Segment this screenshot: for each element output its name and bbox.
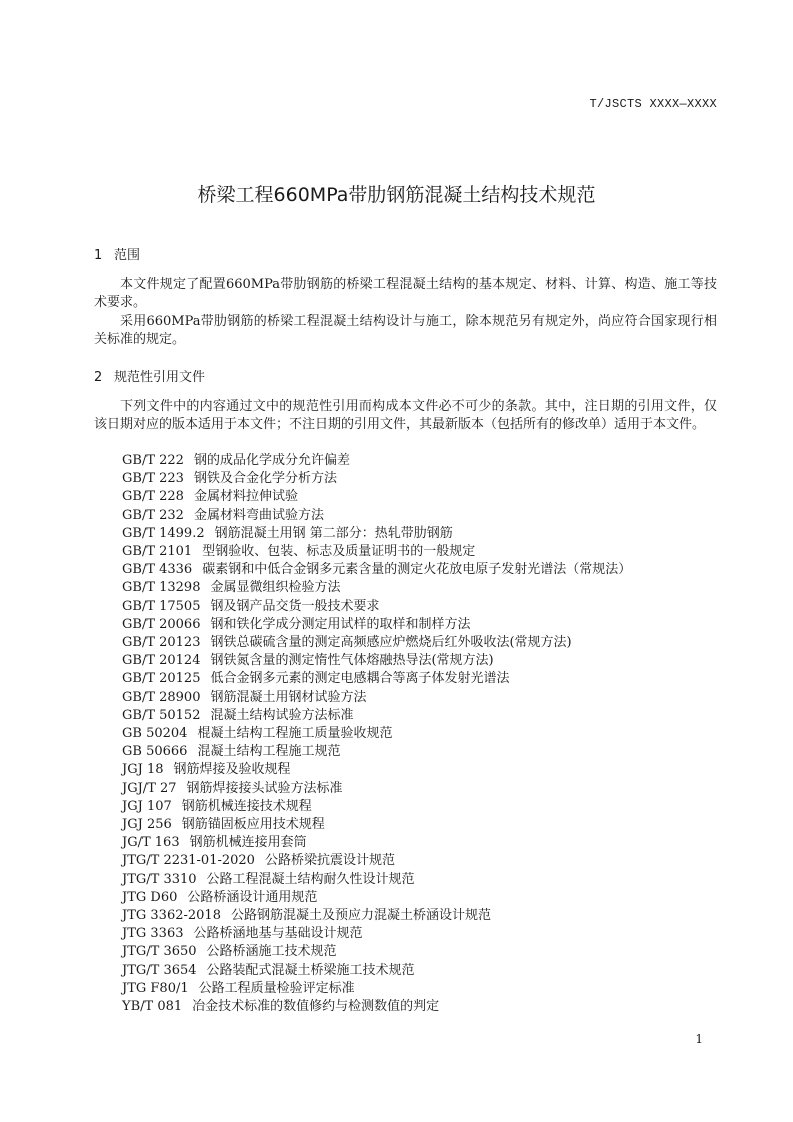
reference-item bbox=[122, 543, 631, 561]
reference-item bbox=[122, 634, 631, 652]
reference-item bbox=[122, 907, 631, 925]
reference-title: 金属材料拉伸试验 bbox=[193, 489, 298, 505]
reference-item bbox=[122, 652, 631, 670]
reference-title: 混凝土结构工程施工规范 bbox=[197, 744, 341, 760]
reference-code: GB/T 20123 bbox=[122, 635, 201, 651]
reference-item bbox=[122, 871, 631, 889]
reference-item bbox=[122, 852, 631, 870]
reference-title: 型钢验收、包装、标志及质量证明书的一般规定 bbox=[202, 544, 476, 560]
reference-item bbox=[122, 925, 631, 943]
reference-item bbox=[122, 834, 631, 852]
reference-code: JTG 3363 bbox=[122, 926, 184, 942]
reference-code: GB 50666 bbox=[122, 744, 188, 760]
reference-item bbox=[122, 889, 631, 907]
reference-code: GB/T 13298 bbox=[122, 580, 201, 596]
section-title: 范围 bbox=[114, 248, 141, 263]
section-number: 1 bbox=[94, 248, 103, 263]
reference-title: 钢的成品化学成分允许偏差 bbox=[193, 453, 350, 468]
reference-title: 低合金钢多元素的测定电感耦合等离子体发射光谱法 bbox=[210, 671, 510, 687]
reference-code: JTG D60 bbox=[122, 889, 178, 905]
reference-item bbox=[122, 525, 631, 543]
reference-item bbox=[122, 943, 631, 961]
reference-item bbox=[122, 761, 631, 779]
reference-title: 钢筋锚固板应用技术规程 bbox=[181, 817, 325, 833]
document-title: 桥梁工程660MPa带肋钢筋混凝土结构技术规范 bbox=[197, 184, 596, 206]
reference-item bbox=[122, 998, 631, 1016]
reference-code: JGJ 107 bbox=[122, 798, 172, 814]
reference-code: GB/T 4336 bbox=[122, 562, 193, 578]
reference-item bbox=[122, 707, 631, 725]
reference-title: 钢筋混凝土用钢材试验方法 bbox=[210, 689, 367, 705]
reference-title: 钢筋焊接及验收规程 bbox=[173, 762, 291, 778]
section-heading-normative-references bbox=[94, 366, 205, 385]
reference-title: 金属显微组织检验方法 bbox=[210, 580, 341, 596]
reference-code: GB/T 17505 bbox=[122, 598, 201, 614]
reference-code: JTG F80/1 bbox=[122, 980, 189, 996]
reference-item bbox=[122, 470, 631, 488]
reference-title: 公路装配式混凝土桥梁施工技术规范 bbox=[206, 962, 415, 978]
reference-code: GB/T 2101 bbox=[122, 544, 193, 560]
reference-code: JGJ 18 bbox=[122, 762, 164, 778]
reference-code: GB/T 222 bbox=[122, 453, 184, 468]
reference-code: GB/T 232 bbox=[122, 507, 184, 523]
reference-title: 钢筋混凝土用钢 第二部分：热轧带肋钢筋 bbox=[214, 525, 453, 541]
reference-code: GB/T 228 bbox=[122, 489, 184, 505]
reference-code: GB/T 1499.2 bbox=[122, 525, 205, 541]
reference-code: GB/T 20125 bbox=[122, 671, 201, 687]
reference-code: JG/T 163 bbox=[122, 835, 180, 851]
reference-item bbox=[122, 598, 631, 616]
section-number: 2 bbox=[94, 370, 103, 385]
reference-code: GB/T 50152 bbox=[122, 707, 201, 723]
reference-code: JGJ 256 bbox=[122, 817, 172, 833]
reference-title: 钢筋机械连接技术规程 bbox=[181, 798, 312, 814]
reference-item bbox=[122, 488, 631, 506]
reference-item bbox=[122, 962, 631, 980]
reference-code: GB 50204 bbox=[122, 726, 188, 742]
reference-title: 公路工程质量检验评定标准 bbox=[198, 980, 355, 996]
reference-title: 钢铁及合金化学分析方法 bbox=[193, 471, 337, 487]
reference-title: 公路桥涵施工技术规范 bbox=[206, 944, 337, 960]
reference-code: JTG/T 2231-01-2020 bbox=[122, 853, 255, 869]
reference-item bbox=[122, 743, 631, 761]
reference-item bbox=[122, 798, 631, 816]
reference-item bbox=[122, 816, 631, 834]
reference-list bbox=[122, 452, 631, 1016]
document-code: T/JSCTS XXXX—XXXX bbox=[589, 97, 717, 111]
reference-title: 公路钢筋混凝土及预应力混凝土桥涵设计规范 bbox=[230, 908, 491, 924]
reference-title: 混凝土结构试验方法标准 bbox=[210, 707, 354, 723]
reference-code: JTG/T 3654 bbox=[122, 962, 197, 978]
reference-code: JTG/T 3310 bbox=[122, 871, 197, 887]
reference-item bbox=[122, 616, 631, 634]
paragraph: 采用660MPa带肋钢筋的桥梁工程混凝土结构设计与施工，除本规范另有规定外，尚应符合国家现行相关标准的规定。 bbox=[94, 314, 717, 347]
reference-item bbox=[122, 980, 631, 998]
reference-item bbox=[122, 689, 631, 707]
reference-title: 公路桥涵地基与基础设计规范 bbox=[193, 926, 363, 942]
reference-item bbox=[122, 507, 631, 525]
reference-item bbox=[122, 725, 631, 743]
reference-title: 冶金技术标准的数值修约与检测数值的判定 bbox=[192, 999, 440, 1015]
reference-title: 钢筋焊接接头试验方法标准 bbox=[186, 780, 343, 796]
reference-title: 金属材料弯曲试验方法 bbox=[193, 507, 324, 523]
reference-code: GB/T 223 bbox=[122, 471, 184, 487]
reference-title: 钢筋机械连接用套筒 bbox=[189, 835, 307, 851]
reference-title: 碳素钢和中低合金钢多元素含量的测定火花放电原子发射光谱法（常规法） bbox=[202, 562, 632, 578]
paragraph: 下列文件中的内容通过文中的规范性引用而构成本文件必不可少的条款。其中，注日期的引用文件，仅该日期对应的版本适用于本文件；不注日期的引用文件，其最新版本（包括所有的修改单）适用于本文件。 bbox=[94, 399, 717, 432]
reference-title: 钢铁总碳硫含量的测定高频感应炉燃烧后红外吸收法(常规方法) bbox=[210, 635, 572, 651]
reference-title: 公路桥涵设计通用规范 bbox=[187, 889, 318, 905]
reference-code: JGJ/T 27 bbox=[122, 780, 177, 796]
reference-item bbox=[122, 561, 631, 579]
reference-code: GB/T 20124 bbox=[122, 653, 201, 669]
reference-title: 钢及钢产品交货一般技术要求 bbox=[210, 598, 380, 614]
reference-code: YB/T 081 bbox=[122, 999, 183, 1015]
reference-item bbox=[122, 579, 631, 597]
reference-code: GB/T 28900 bbox=[122, 689, 201, 705]
reference-title: 公路工程混凝土结构耐久性设计规范 bbox=[206, 871, 415, 887]
reference-item bbox=[122, 452, 631, 470]
paragraph: 本文件规定了配置660MPa带肋钢筋的桥梁工程混凝土结构的基本规定、材料、计算、构造、施工等技术要求。 bbox=[94, 277, 717, 310]
reference-code: GB/T 20066 bbox=[122, 616, 201, 632]
page-number: 1 bbox=[695, 1032, 703, 1046]
reference-code: JTG/T 3650 bbox=[122, 944, 197, 960]
reference-code: JTG 3362-2018 bbox=[122, 908, 221, 924]
reference-item bbox=[122, 670, 631, 688]
reference-title: 棍凝土结构工程施工质量验收规范 bbox=[197, 726, 393, 742]
reference-item bbox=[122, 780, 631, 798]
reference-title: 钢和铁化学成分测定用试样的取样和制样方法 bbox=[210, 616, 471, 632]
section-heading-scope bbox=[94, 244, 140, 263]
reference-title: 钢铁氮含量的测定惰性气体熔融热导法(常规方法) bbox=[210, 653, 494, 669]
reference-title: 公路桥梁抗震设计规范 bbox=[264, 853, 395, 869]
section-title: 规范性引用文件 bbox=[114, 370, 206, 385]
